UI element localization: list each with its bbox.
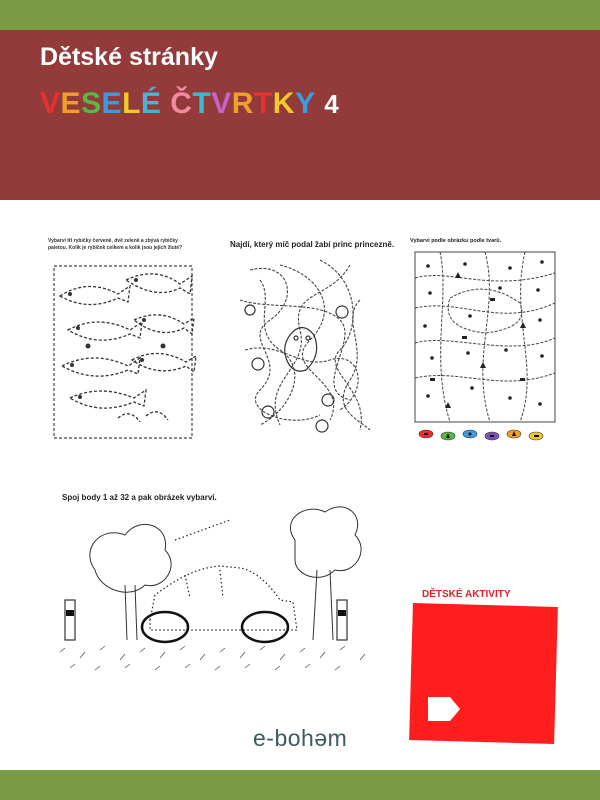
worksheet-maze xyxy=(230,240,395,440)
shape-drawing xyxy=(410,238,560,448)
maze-drawing xyxy=(230,240,380,440)
car-drawing xyxy=(55,490,375,675)
fish-drawing xyxy=(48,238,198,443)
top-green-strip xyxy=(0,0,600,30)
worksheet-dot-to-dot xyxy=(55,490,375,675)
title-letter: E xyxy=(101,87,123,120)
worksheet-shape-instructions: Vybarvi podle obrázku podle tvarů. xyxy=(410,238,502,244)
title-letter xyxy=(315,87,324,121)
worksheet-dots-instructions: Spoj body 1 až 32 a pak obrázek vybarvi. xyxy=(62,493,217,502)
title-letter: L xyxy=(122,87,141,120)
tag-icon xyxy=(428,697,460,721)
children-activities-label: DĚTSKÉ AKTIVITY xyxy=(422,589,511,600)
cover-title xyxy=(40,87,339,121)
worksheet-fish xyxy=(48,238,198,443)
title-letter: E xyxy=(60,87,82,120)
bottom-green-strip xyxy=(0,770,600,800)
title-letter: K xyxy=(272,87,295,120)
title-letter: T xyxy=(253,87,273,120)
red-square-logo xyxy=(409,603,558,744)
publisher-logo: e-bohǝm xyxy=(253,725,348,751)
title-letter: V xyxy=(40,87,61,120)
worksheet-color-by-shape xyxy=(410,238,560,448)
title-letter: Y xyxy=(294,87,316,120)
title-letter: R xyxy=(231,87,254,120)
title-letter: S xyxy=(81,87,102,120)
title-letter: V xyxy=(211,87,232,120)
title-letter: T xyxy=(192,87,212,120)
title-letter: 4 xyxy=(324,89,340,119)
worksheet-fish-instructions: Vybarvi tři rybičky červeně, dvě zeleně a zbývá rybičky paletou. Kolik je rybiček celkem a kolik jsou jejich žluté? xyxy=(48,238,183,251)
title-letter xyxy=(161,87,170,121)
worksheet-maze-instructions: Najdi, který míč podal žabí princ princezně. xyxy=(230,240,395,249)
title-letter: É xyxy=(140,87,162,120)
cover-subtitle: Dětské stránky xyxy=(40,43,218,71)
title-letter: Č xyxy=(170,87,193,120)
